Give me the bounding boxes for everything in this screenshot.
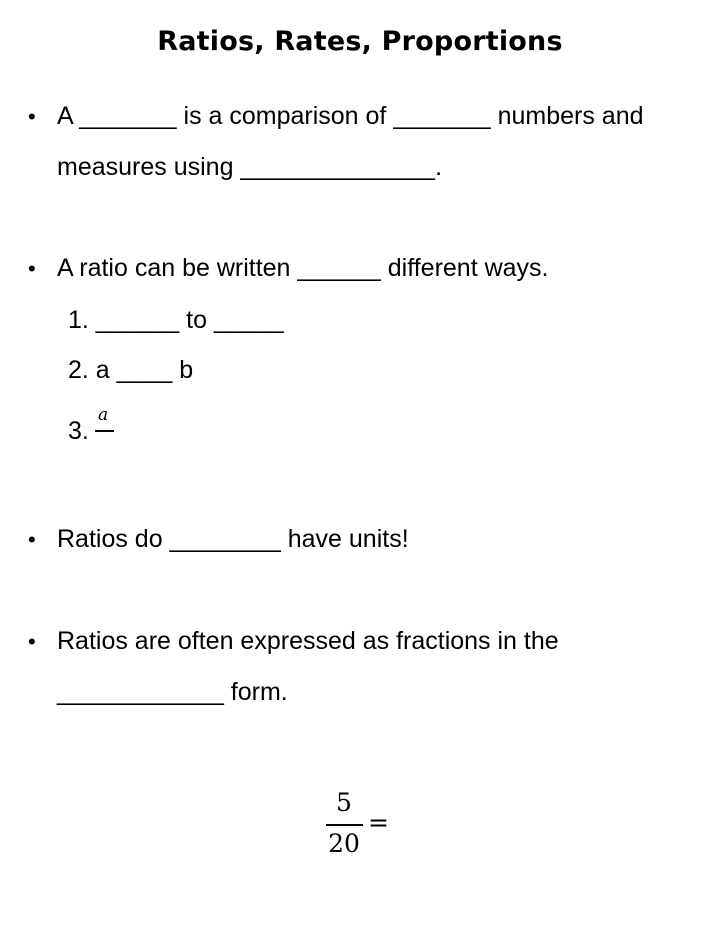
- bullet-2-line-1: A ratio can be written ______ different ways.: [57, 254, 549, 282]
- example-fraction-bar: [326, 824, 363, 826]
- fraction-bar: [95, 430, 114, 432]
- fraction-numerator: a: [98, 405, 109, 425]
- bullet-icon: •: [28, 527, 36, 552]
- equals-sign: =: [368, 808, 389, 837]
- way-2: 2. a ____ b: [68, 356, 194, 384]
- bullet-icon: •: [28, 629, 36, 654]
- bullet-icon: •: [28, 256, 36, 281]
- example-numerator: 5: [336, 788, 352, 817]
- page-title: Ratios, Rates, Proportions: [157, 26, 563, 57]
- way-3: 3.: [68, 417, 89, 445]
- bullet-4-line-1: Ratios are often expressed as fractions in the: [57, 627, 559, 655]
- example-denominator: 20: [328, 829, 360, 858]
- bullet-4-line-2: ____________ form.: [57, 678, 288, 706]
- bullet-icon: •: [28, 104, 36, 129]
- bullet-1-line-2: measures using ______________.: [57, 153, 443, 181]
- way-1: 1. ______ to _____: [68, 306, 284, 334]
- bullet-3-line-1: Ratios do ________ have units!: [57, 525, 409, 553]
- bullet-1-line-1: A _______ is a comparison of _______ numbers and: [57, 102, 644, 130]
